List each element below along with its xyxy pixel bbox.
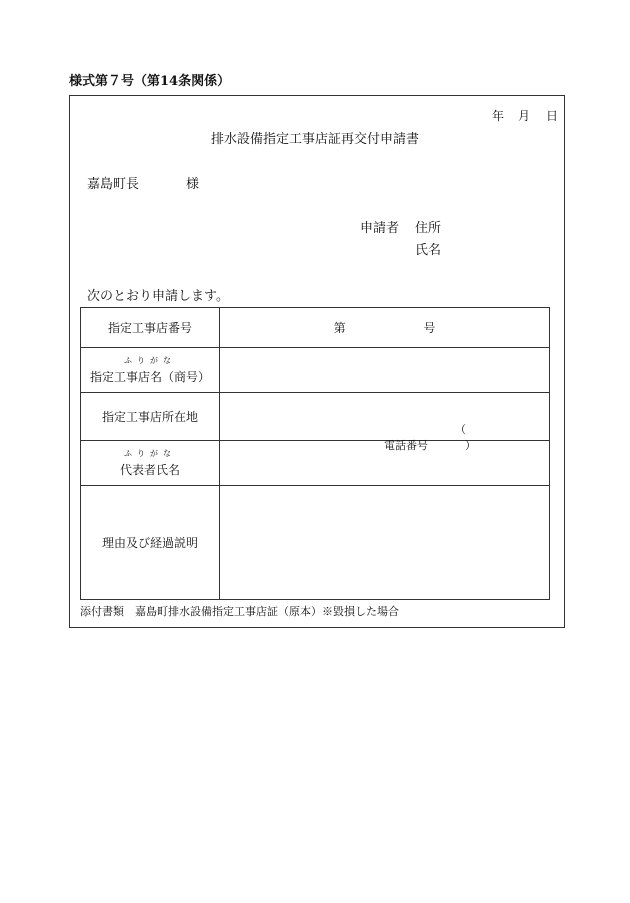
applicant-label: 申請者 bbox=[360, 221, 400, 236]
store-number-field[interactable] bbox=[220, 308, 550, 348]
phone-line bbox=[384, 421, 490, 453]
number-prefix: 第 bbox=[333, 321, 346, 335]
row-label: 指定工事店所在地 bbox=[81, 393, 220, 441]
row-label: 指定工事店名（商号） bbox=[89, 370, 210, 384]
table-row bbox=[81, 393, 550, 441]
paren-close: ） bbox=[465, 439, 476, 452]
row-label-cell bbox=[81, 348, 220, 393]
reason-field[interactable] bbox=[220, 486, 550, 600]
attachment-note: 添付書類 嘉島町排水設備指定工事店証（原本）※毀損した場合 bbox=[80, 605, 399, 618]
date-day: 日 bbox=[546, 109, 559, 123]
date-year: 年 bbox=[492, 109, 505, 123]
phone-label: 電話番号 bbox=[384, 439, 428, 452]
row-label: 指定工事店番号 bbox=[81, 308, 220, 348]
addressee-name: 嘉島町長 bbox=[87, 177, 140, 192]
row-label: 理由及び経過説明 bbox=[81, 486, 220, 600]
store-address-field[interactable] bbox=[220, 393, 550, 452]
row-label-cell bbox=[81, 441, 220, 486]
form-number-label: 様式第７号（第14条関係） bbox=[69, 74, 231, 89]
ruby-label: ふりがな bbox=[124, 449, 176, 458]
addressee-honorific: 様 bbox=[186, 177, 200, 192]
number-suffix: 号 bbox=[423, 321, 436, 335]
table-row bbox=[81, 486, 550, 600]
application-table bbox=[80, 307, 550, 600]
date-month: 月 bbox=[518, 109, 531, 123]
applicant-address-label: 住所 bbox=[415, 221, 442, 236]
table-row bbox=[81, 348, 550, 393]
row-label: 代表者氏名 bbox=[119, 463, 180, 477]
paren-open: （ bbox=[455, 423, 466, 436]
applicant-name-label: 氏名 bbox=[415, 243, 442, 258]
document-title: 排水設備指定工事店証再交付申請書 bbox=[210, 132, 419, 147]
table-row bbox=[81, 308, 550, 348]
intro-text: 次のとおり申請します。 bbox=[87, 289, 229, 304]
ruby-label: ふりがな bbox=[124, 356, 176, 365]
store-name-field[interactable] bbox=[220, 348, 550, 393]
